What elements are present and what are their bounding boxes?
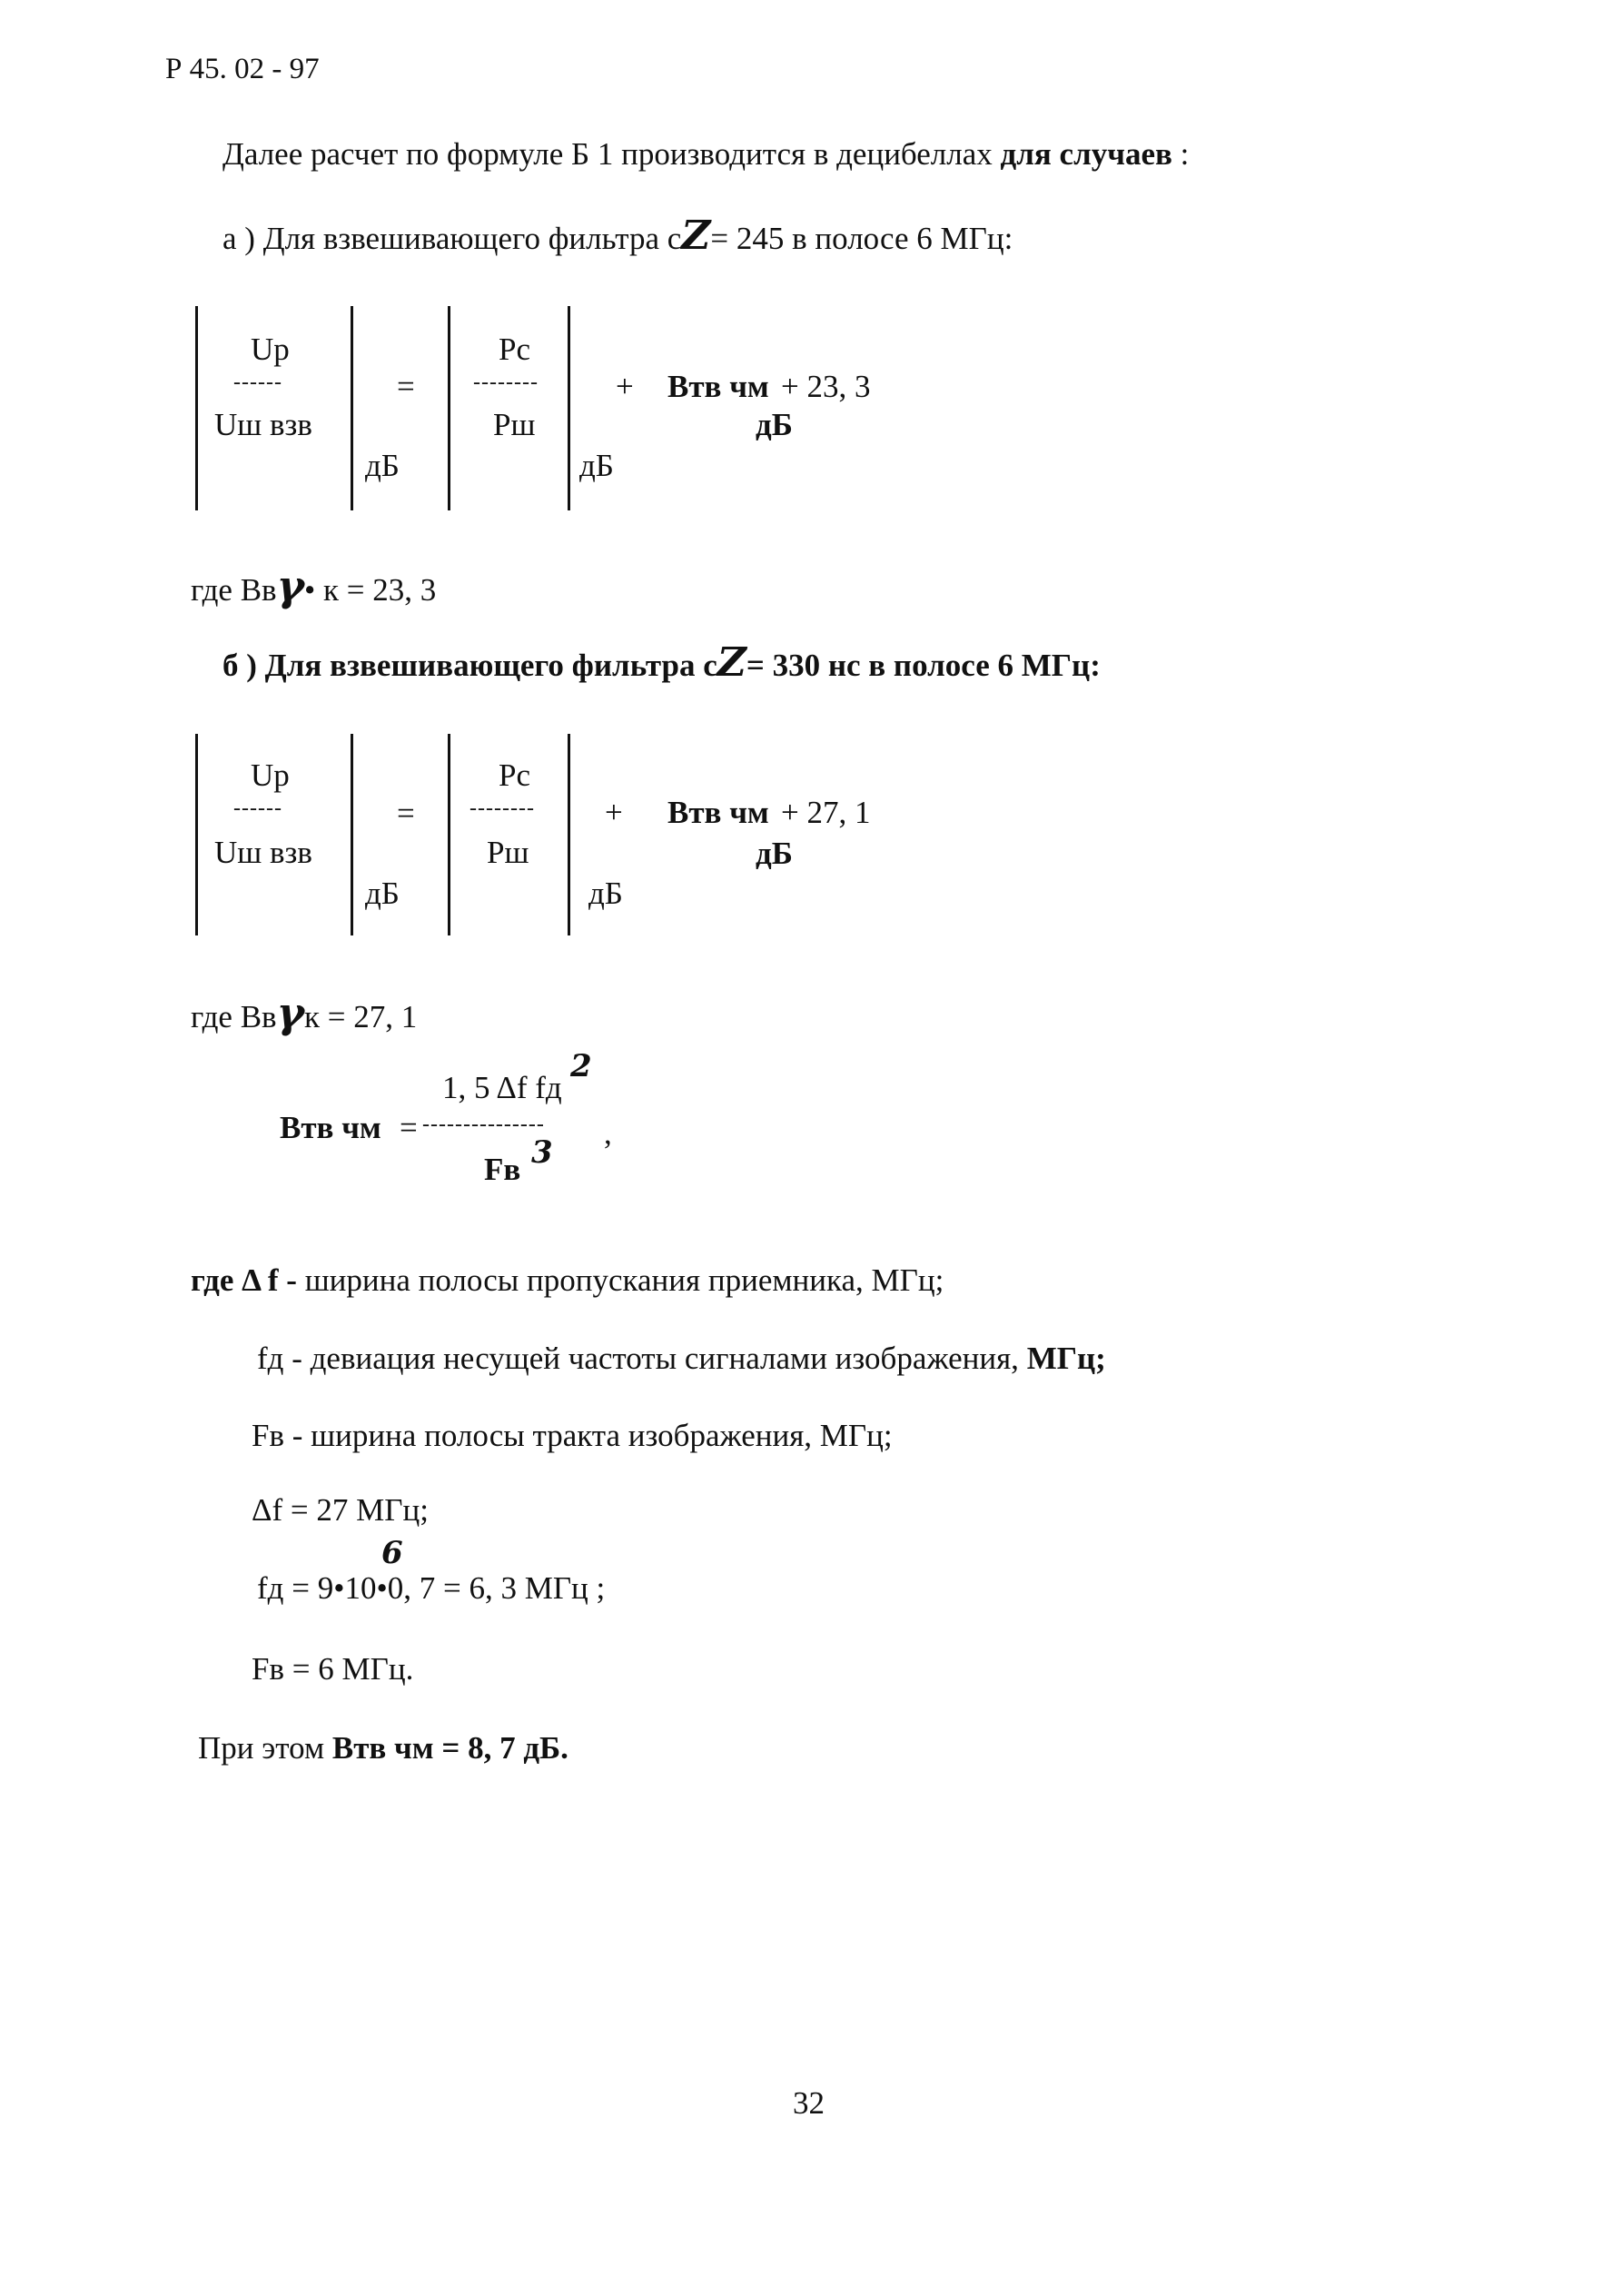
lhs-unit: дБ xyxy=(365,448,400,483)
btv-numerator-exponent: 2 xyxy=(570,1048,592,1084)
bracket-line xyxy=(195,306,198,510)
equals-sign: = xyxy=(397,796,415,831)
btv-lhs: Втв чм xyxy=(280,1110,381,1145)
result-prefix: При этом xyxy=(198,1730,325,1766)
rhs-denominator: Рш xyxy=(487,835,529,870)
rhs-fraction-line: -------- xyxy=(469,797,535,820)
plus-sign: + xyxy=(605,795,623,830)
lhs-numerator: Uр xyxy=(251,332,290,367)
intro-text: Далее расчет по формуле Б 1 производится в децибеллах xyxy=(222,136,993,172)
case-a-where xyxy=(191,561,437,610)
definition-fv xyxy=(252,1420,893,1451)
definition-delta-f xyxy=(191,1264,944,1296)
btv-denominator-exponent: 3 xyxy=(531,1134,553,1171)
bracket-line xyxy=(448,734,450,935)
case-a-heading xyxy=(222,213,1013,259)
equals-sign: = xyxy=(397,369,415,404)
btv-denominator: Fв xyxy=(484,1152,521,1187)
tau-symbol-icon: Z xyxy=(717,639,746,686)
case-b-heading xyxy=(222,639,1101,686)
definition-symbol: Fв - xyxy=(252,1418,303,1453)
definition-text: ширина полосы тракта изображения, МГц; xyxy=(311,1418,893,1453)
rhs-numerator: Рс xyxy=(499,332,530,367)
definition-text: ширина полосы пропускания приемника, МГц; xyxy=(304,1262,944,1298)
bracket-line xyxy=(568,306,570,510)
value-fd: fд = 9•10•0, 7 = 6, 3 МГц ; xyxy=(257,1570,606,1606)
btv-numerator: 1, 5 Δf fд xyxy=(442,1070,562,1105)
case-a-suffix: = 245 в полосе 6 МГц: xyxy=(710,221,1013,256)
lhs-unit: дБ xyxy=(365,876,400,911)
value-fd-exponent: 6 xyxy=(381,1535,403,1571)
intro-line xyxy=(222,138,1189,170)
where-prefix: где Вв xyxy=(191,999,277,1034)
lhs-fraction-line: ------ xyxy=(233,797,282,820)
intro-colon: : xyxy=(1180,136,1190,172)
definition-emphasis: МГц; xyxy=(1026,1341,1106,1376)
lhs-denominator: Uш взв xyxy=(214,835,312,870)
bracket-line xyxy=(195,734,198,935)
bracket-line xyxy=(568,734,570,935)
btv-tail: , xyxy=(604,1115,612,1151)
btv-fraction-line: --------------- xyxy=(422,1113,545,1136)
tau-symbol-icon: Z xyxy=(681,213,711,259)
bracket-line xyxy=(351,306,353,510)
term-unit: дБ xyxy=(756,836,793,871)
constant-term: + 23, 3 xyxy=(781,369,871,404)
case-b-suffix: = 330 нс в полосе 6 МГц: xyxy=(746,648,1101,683)
gamma-symbol-icon: γ xyxy=(276,561,304,610)
case-b-where xyxy=(191,988,418,1037)
case-b-prefix: б ) Для взвешивающего фильтра с xyxy=(222,648,717,683)
value-fv: Fв = 6 МГц. xyxy=(252,1651,414,1687)
value-delta-f: Δf = 27 МГц; xyxy=(252,1492,429,1528)
rhs-unit: дБ xyxy=(588,876,623,911)
definition-text: девиация несущей частоты сигналами изображения, xyxy=(310,1341,1019,1376)
lhs-denominator: Uш взв xyxy=(214,407,312,442)
document-code: Р 45. 02 - 97 xyxy=(165,53,320,85)
result-line xyxy=(198,1732,568,1764)
case-a-prefix: а ) Для взвешивающего фильтра с xyxy=(222,221,682,256)
rhs-denominator: Рш xyxy=(493,407,536,442)
bracket-line xyxy=(351,734,353,935)
definition-symbol: fд - xyxy=(257,1341,302,1376)
where-suffix: к = 27, 1 xyxy=(303,999,418,1034)
rhs-fraction-line: -------- xyxy=(473,371,539,394)
result-text: Втв чм = 8, 7 дБ. xyxy=(331,1730,568,1766)
lhs-fraction-line: ------ xyxy=(233,371,282,394)
btv-term: Втв чм xyxy=(667,795,769,830)
lhs-numerator: Uр xyxy=(251,757,290,793)
term-unit: дБ xyxy=(756,407,793,442)
rhs-numerator: Рс xyxy=(499,757,530,793)
where-prefix: где Вв xyxy=(191,572,277,608)
page-number: 32 xyxy=(793,2085,825,2121)
where-suffix: • к = 23, 3 xyxy=(303,572,437,608)
intro-emphasis: для случаев xyxy=(1000,136,1172,172)
plus-sign: + xyxy=(616,369,634,404)
btv-equals: = xyxy=(400,1110,418,1145)
btv-term: Втв чм xyxy=(667,369,769,404)
definition-fd xyxy=(257,1342,1106,1374)
constant-term: + 27, 1 xyxy=(781,795,871,830)
gamma-symbol-icon: γ xyxy=(276,988,304,1037)
bracket-line xyxy=(448,306,450,510)
rhs-unit: дБ xyxy=(579,448,614,483)
definition-symbol: где Δ f - xyxy=(191,1262,297,1298)
